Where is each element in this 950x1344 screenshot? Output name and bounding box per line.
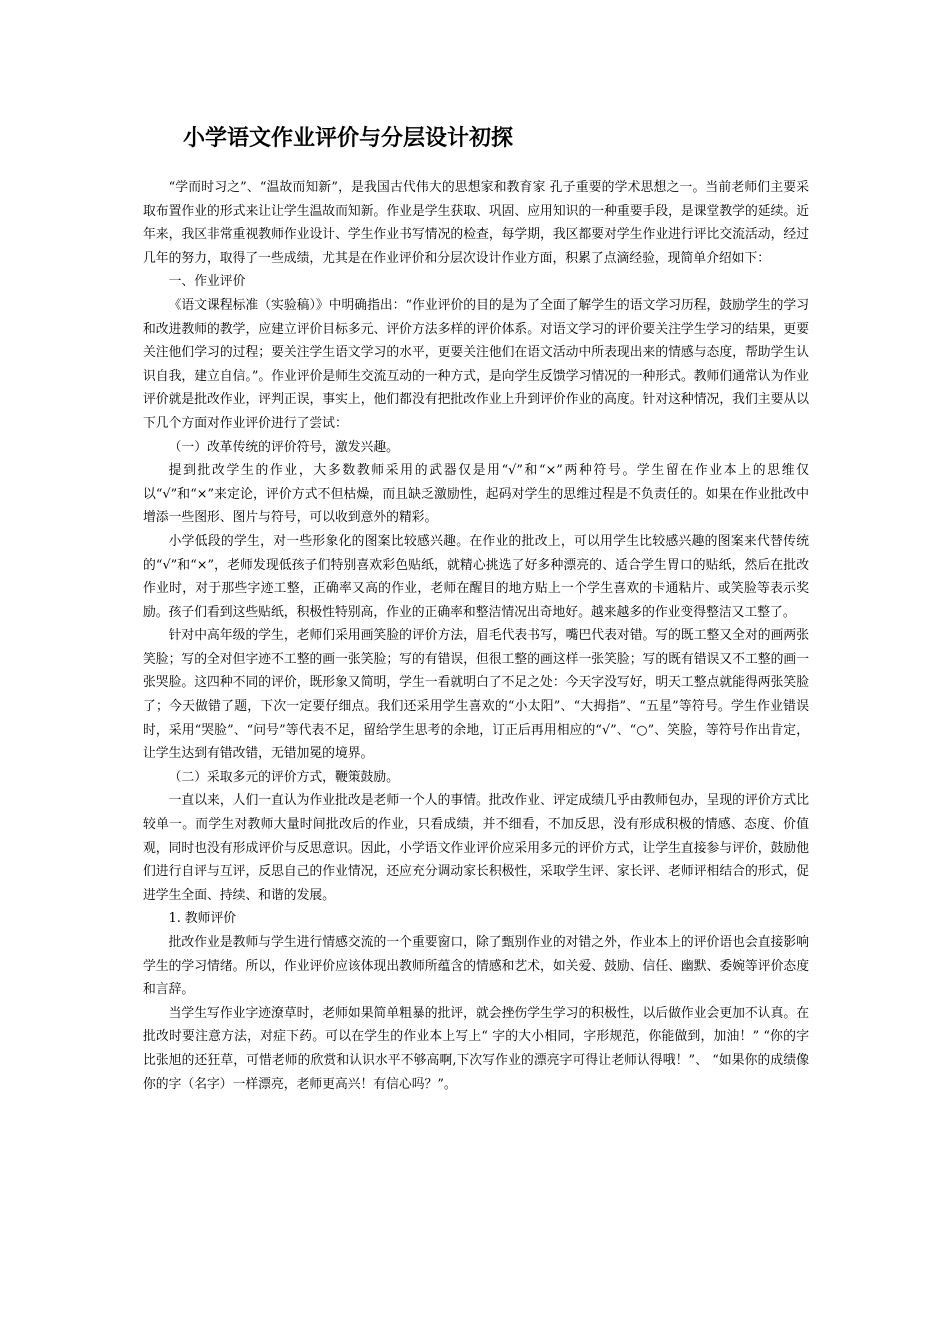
paragraph-teacher-evaluation: 批改作业是教师与学生进行情感交流的一个重要窗口，除了甄别作业的对错之外，作业本上的评价语也会直接影响学生的学习情绪。所以，作业评价应该体现出教师所蕴含的情感和艺术，如关爱、鼓励、信任、幽默、委婉等评价态度和言辞。 xyxy=(143,935,809,998)
section-heading-evaluation: 一、作业评价 xyxy=(168,274,246,290)
subsection-heading-symbols: （一）改革传统的评价符号，激发兴趣。 xyxy=(168,439,399,455)
document-body xyxy=(143,176,809,1096)
paragraph-handwriting-comments: 当学生写作业字迹潦草时，老师如果简单粗暴的批评，就会挫伤学生学习的积极性，以后做作业会更加不认真。在批改时要注意方法，对症下药。可以在学生的作业本上写上“ 字的大小相同，字形规范，你能做到，加油！” “你的字比张旭的还狂草，可惜老师的欣赏和认识水平不够高啊,下次写作业的漂亮字可得让老师认得哦！”、 “如果你的成绩像你的字（名字）一样漂亮，老师更高兴！有信心吗？”。 xyxy=(143,1005,809,1092)
paragraph-intro: “学而时习之”、“温故而知新”，是我国古代伟大的思想家和教育家 孔子重要的学术思想之一。当前老师们主要采取布置作业的形式来让让学生温故而知新。作业是学生获取、巩固、应用知识的一种重要手段，是课堂教学的延续。近年来，我区非常重视教师作业设计、学生作业书写情况的检查，每学期，我区都要对学生作业进行评比交流活动，经过几年的努力，取得了一些成绩，尤其是在作业评价和分层次设计作业方面，积累了点滴经验，现简单介绍如下： xyxy=(143,180,809,266)
paragraph-lower-grades: 小学低段的学生，对一些形象化的图案比较感兴趣。在作业的批改上，可以用学生比较感兴趣的图案来代替传统的“√”和“×”，老师发现低孩子们特别喜欢彩色贴纸，就精心挑选了好多种漂亮的、适合学生胃口的贴纸，然后在批改作业时，对于那些字迹工整，正确率又高的作业，老师在醒目的地方贴上一个学生喜欢的卡通粘片、或笑脸等表示奖励。孩子们看到这些贴纸，积极性特别高，作业的正确率和整洁情况出奇地好。越来越多的作业变得整洁又工整了。 xyxy=(143,533,809,620)
item-heading-teacher-evaluation: 1. 教师评价 xyxy=(168,911,237,927)
paragraph-traditional-symbols: 提到批改学生的作业，大多数教师采用的武器仅是用“√”和“×”两种符号。学生留在作业本上的思维仅以“√”和“×”来定论，评价方式不但枯燥，而且缺乏激励性，起码对学生的思维过程是不负责任的。如果在作业批改中增添一些图形、图片与符号，可以收到意外的精彩。 xyxy=(143,463,809,526)
document-title: 小学语文作业评价与分层设计初探 xyxy=(183,126,514,151)
paragraph-multiple-methods: 一直以来，人们一直认为作业批改是老师一个人的事情。批改作业、评定成绩几乎由教师包办，呈现的评价方式比较单一。而学生对教师大量时间批改后的作业，只看成绩，并不细看，不加反思，没有形成积极的情感、态度、价值观，同时也没有形成评价与反思意识。因此，小学语文作业评价应采用多元的评价方式，让学生直接参与评价，鼓励他们进行自评与互评，反思自己的作业情况，还应充分调动家长积极性，采取学生评、家长评、老师评相结合的形式，促进学生全面、持续、和谐的发展。 xyxy=(143,793,809,903)
paragraph-curriculum-standard: 《语文课程标准（实验稿）》中明确指出：“作业评价的目的是为了全面了解学生的语文学习历程，鼓励学生的学习和改进教师的教学，应建立评价目标多元、评价方法多样的评价体系。对语文学习的评价要关注学生学习的结果，更要关注他们学习的过程；要关注学生语文学习的水平，更要关注他们在语文活动中所表现出来的情感与态度，帮助学生认识自我，建立自信。”。作业评价是师生交流互动的一种方式，是向学生反馈学习情况的一种形式。教师们通常认为作业评价就是批改作业，评判正误，事实上，他们都没有把批改作业上升到评价作业的高度。针对这种情况，我们主要从以下几个方面对作业评价进行了尝试： xyxy=(143,297,809,431)
subsection-heading-methods: （二）采取多元的评价方式，鞭策鼓励。 xyxy=(168,769,399,785)
paragraph-upper-grades: 针对中高年级的学生，老师们采用画笑脸的评价方法，眉毛代表书写，嘴巴代表对错。写的既工整又全对的画两张笑脸；写的全对但字迹不工整的画一张笑脸；写的有错误，但很工整的画这样一张笑脸；写的既有错误又不工整的画一张哭脸。这四种不同的评价，既形象又简明，学生一看就明白了不足之处：今天字没写好，明天工整点就能得两张笑脸了；今天做错了题，下次一定要仔细点。我们还采用学生喜欢的“小太阳”、“大拇指”、“五星”等符号。学生作业错误时，采用“哭脸”、“问号”等代表不足，留给学生思考的余地，订正后再用相应的“√”、“○”、笑脸，等符号作出肯定，让学生达到有错改错，无错加冕的境界。 xyxy=(143,628,809,762)
